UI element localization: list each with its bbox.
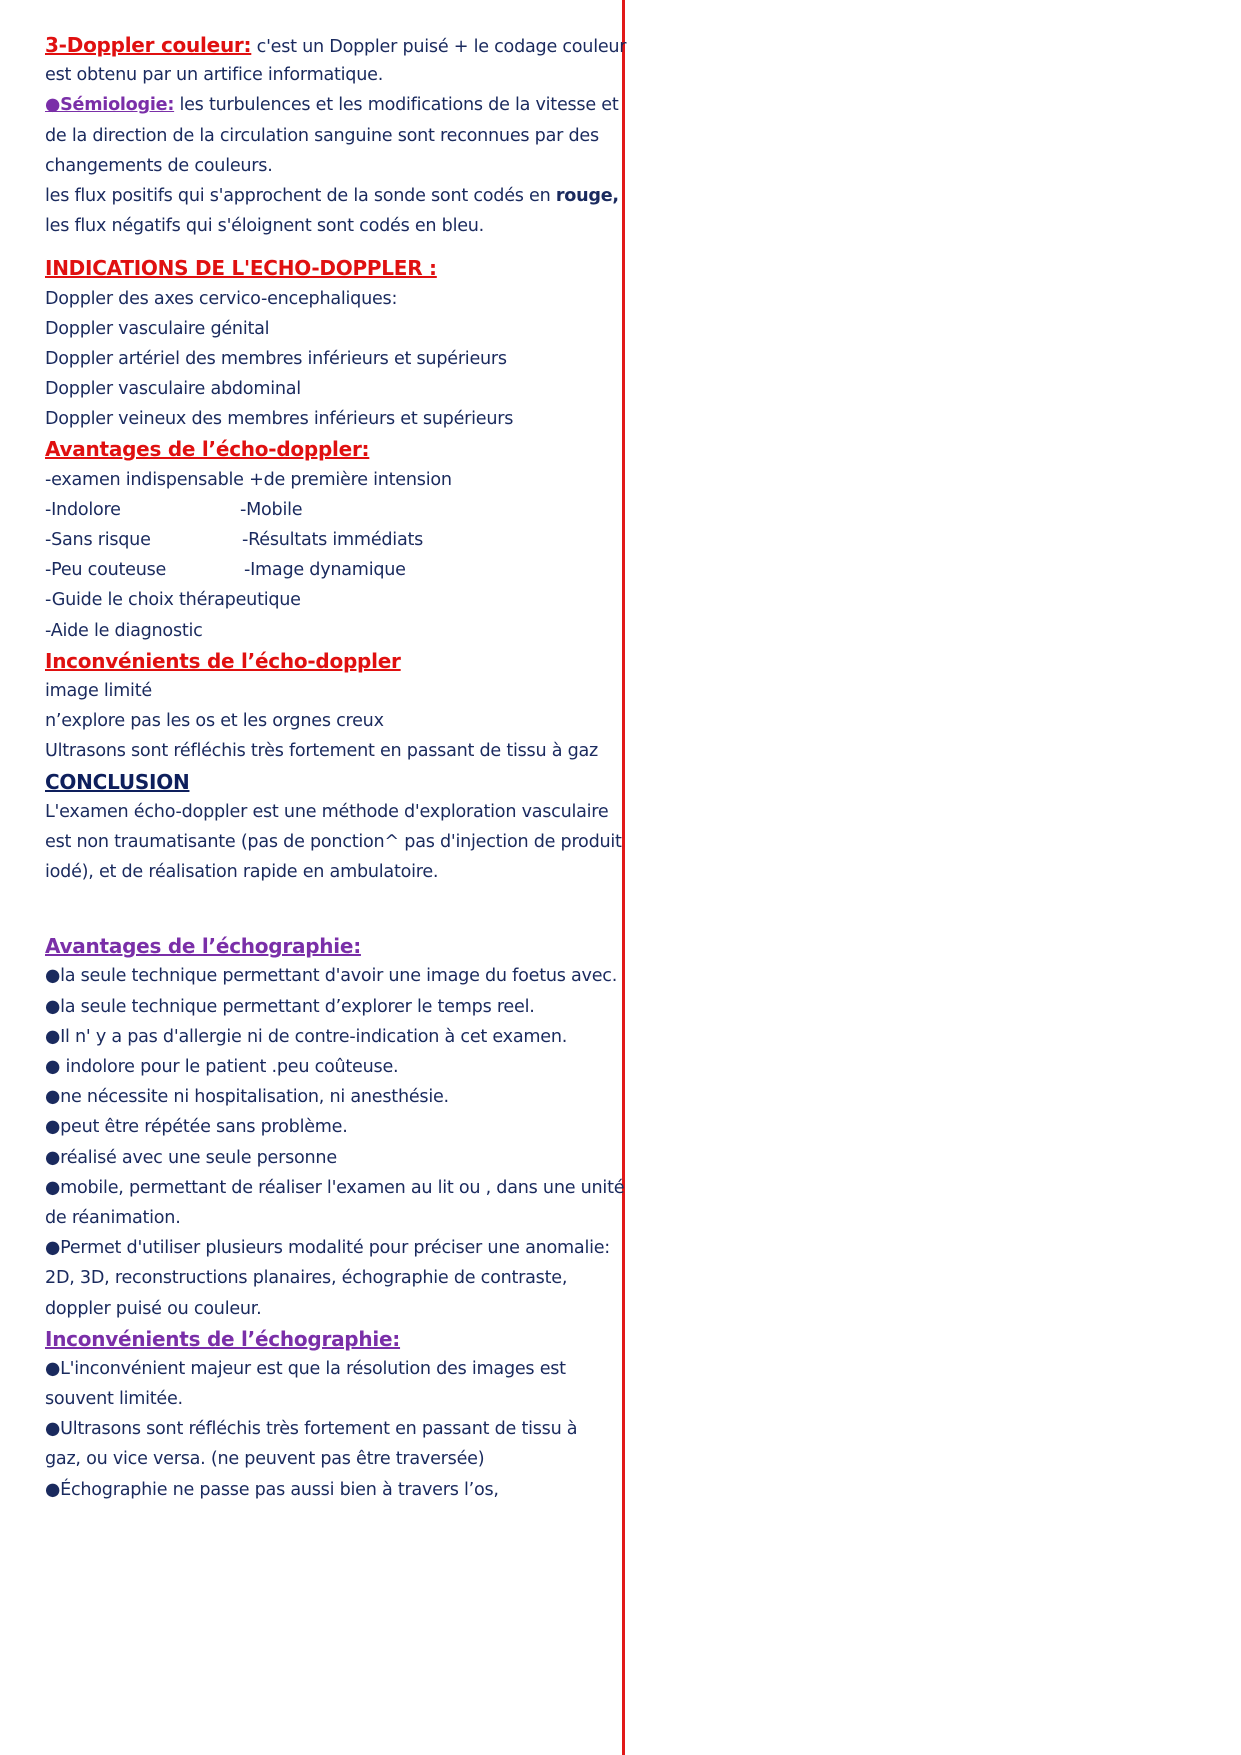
conclusion-heading-line <box>45 767 630 797</box>
inconvenients-echo-line: gaz, ou vice versa. (ne peuvent pas être traversée) <box>45 1449 485 1470</box>
avantages-echo-line: ● indolore pour le patient .peu coûteuse. <box>45 1057 399 1077</box>
semiologie-text: les turbulences et les modifications de la vitesse et <box>174 95 619 116</box>
inconvenients-echo-heading-line <box>45 1324 630 1354</box>
inconvenients-echo-line: ●Ultrasons sont réfléchis très fortement en passant de tissu à <box>45 1419 578 1440</box>
avantages-echo-line: ●la seule technique permettant d'avoir une image du foetus avec. <box>45 966 618 987</box>
inconvenients-echo-line: ●L'inconvénient majeur est que la résolution des images est <box>45 1358 566 1379</box>
indication-item: Doppler artériel des membres inférieurs et supérieurs <box>45 348 507 369</box>
doppler-couleur-line-7: les flux négatifs qui s'éloignent sont codés en bleu. <box>45 216 485 237</box>
indications-heading: INDICATIONS DE L'ECHO-DOPPLER : <box>45 256 437 281</box>
doppler-couleur-line-5: changements de couleurs. <box>45 155 273 176</box>
indication-item: Doppler vasculaire abdominal <box>45 379 301 400</box>
inconvenients-echo-line: souvent limitée. <box>45 1389 183 1410</box>
inconvenient-item: n’explore pas les os et les orgnes creux <box>45 711 384 732</box>
flux-positifs-text: les flux positifs qui s'approchent de la sonde sont codés en <box>45 185 556 206</box>
avantages-doppler-line-1: -examen indispensable +de première intension <box>45 469 452 490</box>
avantages-echo-line: ●la seule technique permettant d’explorer le temps reel. <box>45 996 535 1017</box>
inconvenients-doppler-heading: Inconvénients de l’écho-doppler <box>45 648 401 673</box>
pair-left: -Peu couteuse <box>45 560 167 581</box>
avantages-doppler-heading-line <box>45 434 630 464</box>
pair-right: -Mobile <box>240 499 303 520</box>
semiologie-line <box>45 90 630 120</box>
avantages-echo-line: doppler puisé ou couleur. <box>45 1298 262 1319</box>
avantages-echo-line: 2D, 3D, reconstructions planaires, échographie de contraste, <box>45 1268 568 1289</box>
avantages-echo-line: ●réalisé avec une seule personne <box>45 1147 337 1168</box>
doppler-couleur-heading: 3-Doppler couleur: <box>45 33 252 57</box>
doppler-couleur-text: c'est un Doppler puisé + le codage couleur <box>251 37 627 57</box>
avantages-echo-line: ●Permet d'utiliser plusieurs modalité pour préciser une anomalie: <box>45 1238 610 1259</box>
avantages-echo-heading: Avantages de l’échographie: <box>45 934 361 959</box>
doppler-couleur-line-2: est obtenu par un artifice informatique. <box>45 65 384 86</box>
spacer <box>45 241 630 253</box>
avantages-echo-heading-line <box>45 931 630 961</box>
conclusion-line: iodé), et de réalisation rapide en ambulatoire. <box>45 862 439 883</box>
indication-item: Doppler vasculaire génital <box>45 318 270 339</box>
document-body <box>45 30 630 1505</box>
pair-left: -Indolore <box>45 499 121 520</box>
indications-heading-line <box>45 253 630 283</box>
conclusion-line: L'examen écho-doppler est une méthode d'exploration vasculaire <box>45 801 609 822</box>
avantages-doppler-line-6: -Aide le diagnostic <box>45 620 203 641</box>
pair-right: -Résultats immédiats <box>242 530 424 550</box>
rouge-text: rouge, <box>555 185 619 206</box>
indication-item: Doppler veineux des membres inférieurs et supérieurs <box>45 409 514 430</box>
avantages-echo-line: ●mobile, permettant de réaliser l'examen au lit ou , dans une unité <box>45 1177 625 1198</box>
avantages-doppler-pair <box>45 555 630 585</box>
doppler-couleur-line-4: de la direction de la circulation sanguine sont reconnues par des <box>45 125 599 146</box>
conclusion-line: est non traumatisante (pas de ponction^ pas d'injection de produit <box>45 831 622 852</box>
doppler-couleur-line-6 <box>45 181 630 211</box>
avantages-echo-line: ●peut être répétée sans problème. <box>45 1117 348 1138</box>
inconvenient-item: Ultrasons sont réfléchis très fortement en passant de tissu à gaz <box>45 741 599 762</box>
spacer <box>45 887 630 931</box>
avantages-doppler-pair <box>45 495 630 525</box>
conclusion-heading: CONCLUSION <box>45 769 190 794</box>
inconvenients-echo-heading: Inconvénients de l’échographie: <box>45 1326 401 1351</box>
indication-item: Doppler des axes cervico-encephaliques: <box>45 288 398 309</box>
pair-left: -Sans risque <box>45 530 151 550</box>
avantages-doppler-pair <box>45 525 630 555</box>
inconvenient-item: image limité <box>45 680 152 701</box>
avantages-doppler-line-5: -Guide le choix thérapeutique <box>45 590 301 611</box>
avantages-echo-line: de réanimation. <box>45 1207 181 1228</box>
inconvenients-echo-line: ●Échographie ne passe pas aussi bien à travers l’os, <box>45 1479 499 1500</box>
inconvenients-doppler-heading-line <box>45 646 630 676</box>
doppler-couleur-line-1 <box>45 30 630 60</box>
avantages-echo-line: ●Il n' y a pas d'allergie ni de contre-indication à cet examen. <box>45 1026 568 1047</box>
avantages-doppler-heading: Avantages de l’écho-doppler: <box>45 437 370 462</box>
semiologie-label: ●Sémiologie: <box>45 95 175 116</box>
pair-right: -Image dynamique <box>244 560 406 581</box>
avantages-echo-line: ●ne nécessite ni hospitalisation, ni anesthésie. <box>45 1087 449 1108</box>
